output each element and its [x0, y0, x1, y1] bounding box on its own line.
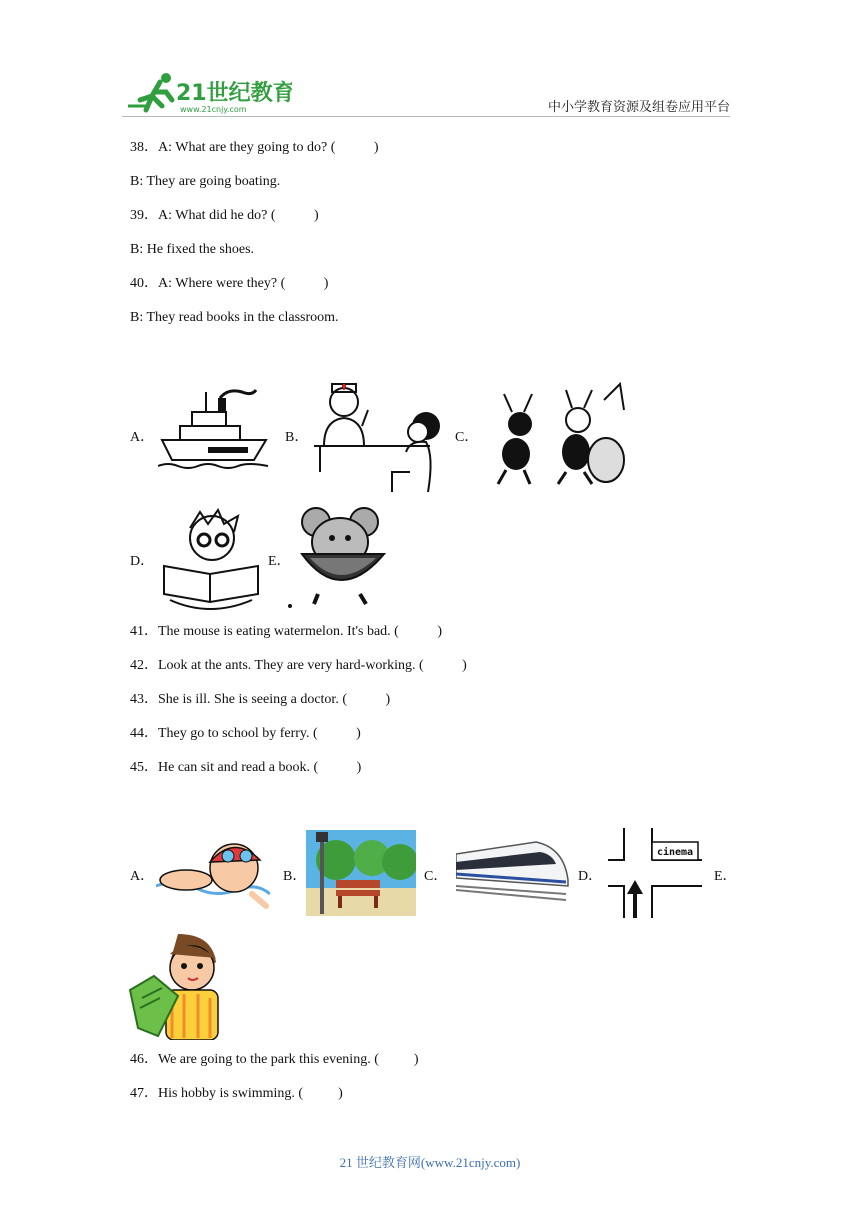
train-picture-icon [456, 828, 570, 915]
option-c-label: C． [455, 430, 479, 445]
header-divider [122, 116, 730, 117]
option2-d-label: D． [578, 869, 603, 884]
question-41: 41．The mouse is eating watermelon. It's bad. ( ) [130, 624, 443, 639]
option2-e-label: E． [714, 869, 737, 884]
svg-text:www.21cnjy.com: www.21cnjy.com [180, 105, 247, 114]
question-40: 40．A: Where were they? ( ) [130, 276, 329, 291]
option-e-label: E． [268, 554, 291, 569]
option2-a-label: A． [130, 869, 155, 884]
option-a-label: A． [130, 430, 155, 445]
question-42: 42．Look at the ants. They are very hard-working. ( ) [130, 658, 467, 673]
boy-with-book-picture-icon [128, 932, 222, 1045]
answer-40: B: They read books in the classroom. [130, 310, 339, 325]
footer-site-text[interactable]: 21 世纪教育网(www.21cnjy.com) [339, 1155, 521, 1170]
question-47: 47．His hobby is swimming. ( ) [130, 1086, 343, 1101]
ants-picture-icon [494, 380, 626, 491]
option-d-label: D． [130, 554, 155, 569]
answer-39: B: He fixed the shoes. [130, 242, 255, 257]
site-logo [122, 70, 292, 116]
option-b-label: B． [285, 430, 309, 445]
ship-picture-icon [158, 388, 270, 479]
doctor-patient-picture-icon [310, 376, 452, 499]
question-44: 44．They go to school by ferry. ( ) [130, 726, 361, 741]
park-bench-picture-icon [306, 830, 416, 921]
svg-text:cinema: cinema [656, 847, 694, 858]
answer-38: B: They are going boating. [130, 174, 281, 189]
question-38: 38．A: What are they going to do? ( ) [130, 140, 379, 155]
boy-swimming-picture-icon [156, 834, 270, 917]
runner-logo-icon [128, 73, 172, 110]
header-platform-text: 中小学教育资源及组卷应用平台 [547, 100, 730, 115]
question-46: 46．We are going to the park this evening. ( ) [130, 1052, 419, 1067]
boy-reading-picture-icon [160, 508, 262, 617]
option2-b-label: B． [283, 869, 307, 884]
svg-text:21世纪教育: 21世纪教育 [176, 81, 292, 106]
question-43: 43．She is ill. She is seeing a doctor. ( ) [130, 692, 391, 707]
mouse-watermelon-picture-icon [288, 504, 392, 615]
question-39: 39．A: What did he do? ( ) [130, 208, 319, 223]
cinema-map-picture-icon [608, 828, 702, 923]
option2-c-label: C． [424, 869, 448, 884]
question-45: 45．He can sit and read a book. ( ) [130, 760, 362, 775]
